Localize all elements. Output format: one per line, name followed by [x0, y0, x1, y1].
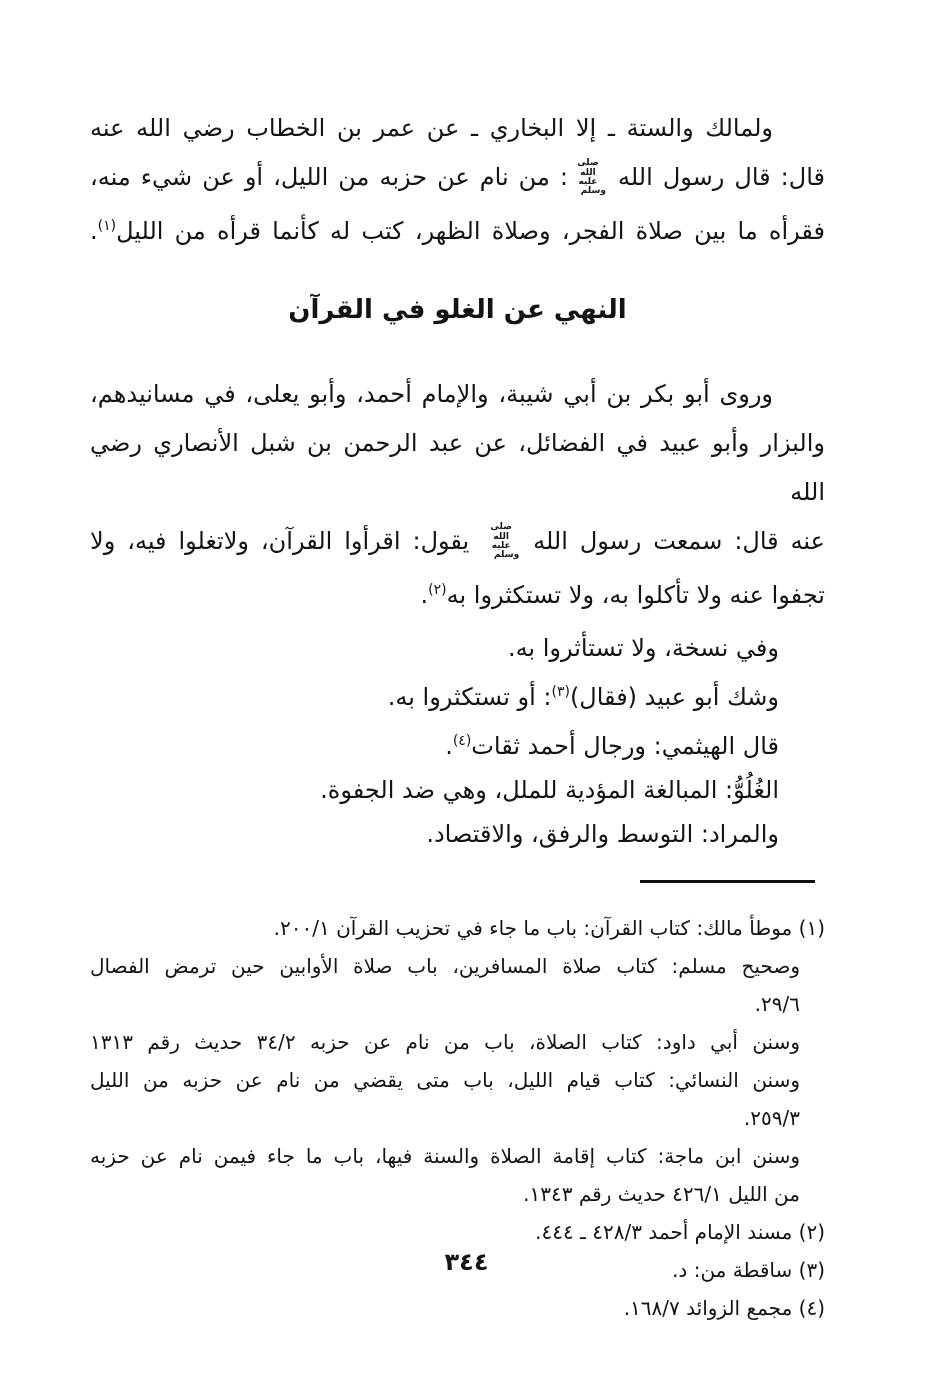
text-line — [90, 1061, 825, 1099]
text-line — [90, 719, 825, 768]
paragraph-hadith-umar — [90, 104, 825, 256]
text-segment: وفي نسخة، ولا تستأثروا به. — [507, 634, 779, 662]
text-line — [90, 1289, 825, 1327]
text-segment: عنه قال: سمعت رسول الله — [521, 527, 825, 555]
text-line — [90, 670, 825, 719]
text-segment: (٤) مجمع الزوائد ١٦٨/٧. — [623, 1296, 825, 1320]
text-segment: . — [420, 581, 429, 609]
text-line — [90, 1137, 825, 1175]
text-segment: وشك أبو عبيد (فقال) — [569, 683, 779, 711]
text-segment: فقرأه ما بين صلاة الفجر، وصلاة الظهر، كتب له كأنما قرأه من الليل — [116, 217, 825, 245]
text-segment: (١) موطأ مالك: كتاب القرآن: باب ما جاء في تحزيب القرآن ٢٠٠/١. — [273, 916, 825, 940]
footnote-ref: (١) — [97, 218, 117, 234]
footnote-ref: (٢) — [428, 582, 447, 598]
text-line — [90, 768, 825, 812]
text-segment: وسنن ابن ماجة: كتاب إقامة الصلاة والسنة فيها، باب ما جاء فيمن نام عن حزبه — [90, 1144, 800, 1168]
honorific-saw-mark: صلى الله عليه وسلم — [577, 158, 606, 197]
text-segment: ولمالك والستة ـ إلا البخاري ـ عن عمر بن الخطاب رضي الله عنه — [90, 114, 773, 142]
text-line — [90, 517, 825, 566]
text-line — [90, 153, 825, 202]
text-line — [90, 985, 825, 1023]
text-segment: وسنن أبي داود: كتاب الصلاة، باب من نام عن حزبه ٣٤/٢ حديث رقم ١٣١٣ — [90, 1030, 800, 1054]
honorific-saw-mark: صلى الله عليه وسلم — [490, 522, 520, 561]
text-segment: (٢) مسند الإمام أحمد ٤٢٨/٣ ـ ٤٤٤. — [535, 1220, 825, 1244]
text-segment: (٣) ساقطة من: د. — [672, 1258, 825, 1282]
text-block — [90, 104, 825, 1327]
text-segment: قال: قال رسول الله — [607, 163, 825, 191]
text-line — [90, 812, 825, 856]
text-segment: . — [90, 217, 98, 245]
text-segment: من الليل ٤٢٦/١ حديث رقم ١٣٤٣. — [523, 1182, 800, 1206]
footnote-ref: (٤) — [452, 733, 472, 749]
text-line — [90, 1175, 825, 1213]
footnote-ref: (٣) — [551, 684, 570, 700]
text-segment: : من نام عن حزبه من الليل، أو عن شيء منه، — [90, 163, 568, 191]
text-segment: الغُلُوُّ: المبالغة المؤدية للملل، وهي ضد الجفوة. — [320, 776, 779, 804]
text-segment: والمراد: التوسط والرفق، والاقتصاد. — [426, 820, 779, 848]
page-number: ٣٤٤ — [444, 1248, 489, 1276]
text-line — [90, 1023, 825, 1061]
section-heading: النهي عن الغلو في القرآن — [288, 295, 627, 325]
text-segment: وصحيح مسلم: كتاب صلاة المسافرين، باب صلاة الأوابين حين ترمض الفصال — [90, 954, 800, 978]
text-line — [90, 566, 825, 620]
text-segment: يقول: اقرأوا القرآن، ولاتغلوا فيه، ولا — [90, 527, 482, 555]
paragraph-hadith-ibn-shibl — [90, 370, 825, 620]
text-line — [90, 202, 825, 256]
text-line — [90, 909, 825, 947]
text-line — [90, 947, 825, 985]
text-line — [90, 419, 825, 517]
text-segment: ٢٩/٦. — [754, 992, 800, 1016]
text-segment: قال الهيثمي: ورجال أحمد ثقات — [471, 732, 779, 760]
text-line — [90, 626, 825, 670]
text-line — [90, 1099, 825, 1137]
text-segment: وروى أبو بكر بن أبي شيبة، والإمام أحمد، وأبو يعلى، في مسانيدهم، — [90, 380, 773, 408]
text-segment: والبزار وأبو عبيد في الفضائل، عن عبد الرحمن بن شبل الأنصاري رضي الله — [90, 429, 825, 506]
text-segment: ٢٥٩/٣. — [743, 1106, 800, 1130]
text-segment: . — [445, 732, 453, 760]
text-segment: : أو تستكثروا به. — [387, 683, 552, 711]
text-line — [90, 370, 825, 419]
text-line — [90, 104, 825, 153]
commentary-lines — [90, 626, 825, 856]
text-segment: وسنن النسائي: كتاب قيام الليل، باب متى يقضي من نام عن حزبه من الليل — [90, 1068, 800, 1092]
text-segment: تجفوا عنه ولا تأكلوا به، ولا تستكثروا به — [446, 581, 825, 609]
text-line — [90, 1213, 825, 1251]
footnote-divider — [640, 880, 815, 883]
